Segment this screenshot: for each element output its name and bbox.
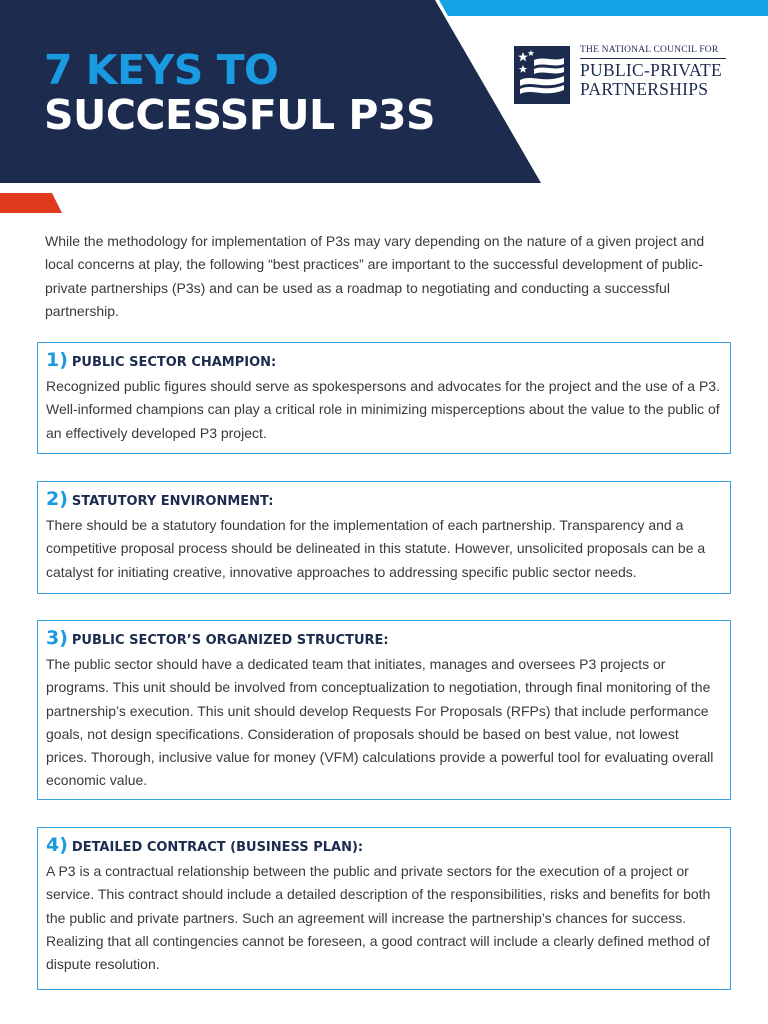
page-title bbox=[44, 48, 435, 138]
page-title-line-2: SUCCESSFUL P3S bbox=[44, 91, 436, 139]
ncppp-logo bbox=[514, 44, 726, 106]
key-box-2 bbox=[37, 481, 731, 594]
key-body: The public sector should have a dedicated team that initiates, manages and oversees P3 projects or programs. This unit should be involved from conceptualization to negotiation, through final monitoring of the partnership’s execution. This unit should develop Requests For Proposals (RFPs) that include performance goals, not design specifications. Consideration of proposals should be based on best value, not lowest prices. Thorough, inclusive value for money (VFM) calculations provide a powerful tool for evaluating overall economic value. bbox=[46, 656, 714, 789]
key-body: A P3 is a contractual relationship between the public and private sectors for the execution of a project or service. This contract should include a detailed description of the responsibilities, risks and benefits for both the public and private partners. Such an agreement will increase the partnership’s chances for success. Realizing that all contingencies cannot be foreseen, a good contract will include a clearly defined method of dispute resolution. bbox=[46, 863, 711, 973]
key-label: STATUTORY ENVIRONMENT: bbox=[71, 494, 274, 509]
header-red-accent bbox=[0, 193, 62, 213]
key-number: 2) bbox=[46, 488, 68, 510]
key-label: PUBLIC SECTOR CHAMPION: bbox=[71, 355, 277, 370]
key-body: There should be a statutory foundation for the implementation of each partnership. Transparency and a competitive proposal process should be delineated in this statute. However, unsolicited proposals can be a catalyst for initiating creative, innovative approaches to addressing specific public sector needs. bbox=[46, 517, 706, 580]
key-heading bbox=[46, 834, 722, 859]
key-box-4 bbox=[37, 827, 731, 990]
key-heading bbox=[46, 627, 722, 652]
key-label: DETAILED CONTRACT (BUSINESS PLAN): bbox=[71, 840, 364, 855]
logo-wordmark bbox=[580, 44, 726, 99]
key-number: 1) bbox=[46, 349, 68, 371]
key-box-1 bbox=[37, 342, 731, 454]
header-blue-stripe bbox=[439, 0, 768, 16]
logo-line-2: PUBLIC-PRIVATE bbox=[580, 60, 722, 80]
logo-line-3: PARTNERSHIPS bbox=[580, 79, 709, 99]
page-title-line-1: 7 KEYS TO bbox=[44, 46, 279, 94]
logo-line-1: THE NATIONAL COUNCIL FOR bbox=[580, 45, 719, 55]
key-label: PUBLIC SECTOR’S ORGANIZED STRUCTURE: bbox=[71, 633, 389, 648]
key-body: Recognized public figures should serve as spokespersons and advocates for the project and the use of a P3. Well-informed champions can play a critical role in minimizing misperceptions about the value to the public of an effectively developed P3 project. bbox=[46, 378, 720, 441]
key-box-3 bbox=[37, 620, 731, 800]
logo-divider bbox=[580, 58, 726, 59]
intro-paragraph: While the methodology for implementation of P3s may vary depending on the nature of a given project and local concerns at play, the following “best practices” are important to the successful development of public-private partnerships (P3s) and can be used as a roadmap to negotiating and conducting a successful partnership. bbox=[45, 233, 705, 319]
key-number: 4) bbox=[46, 834, 68, 856]
flag-icon bbox=[514, 46, 570, 104]
key-heading bbox=[46, 349, 722, 374]
key-number: 3) bbox=[46, 627, 68, 649]
key-heading bbox=[46, 488, 722, 513]
